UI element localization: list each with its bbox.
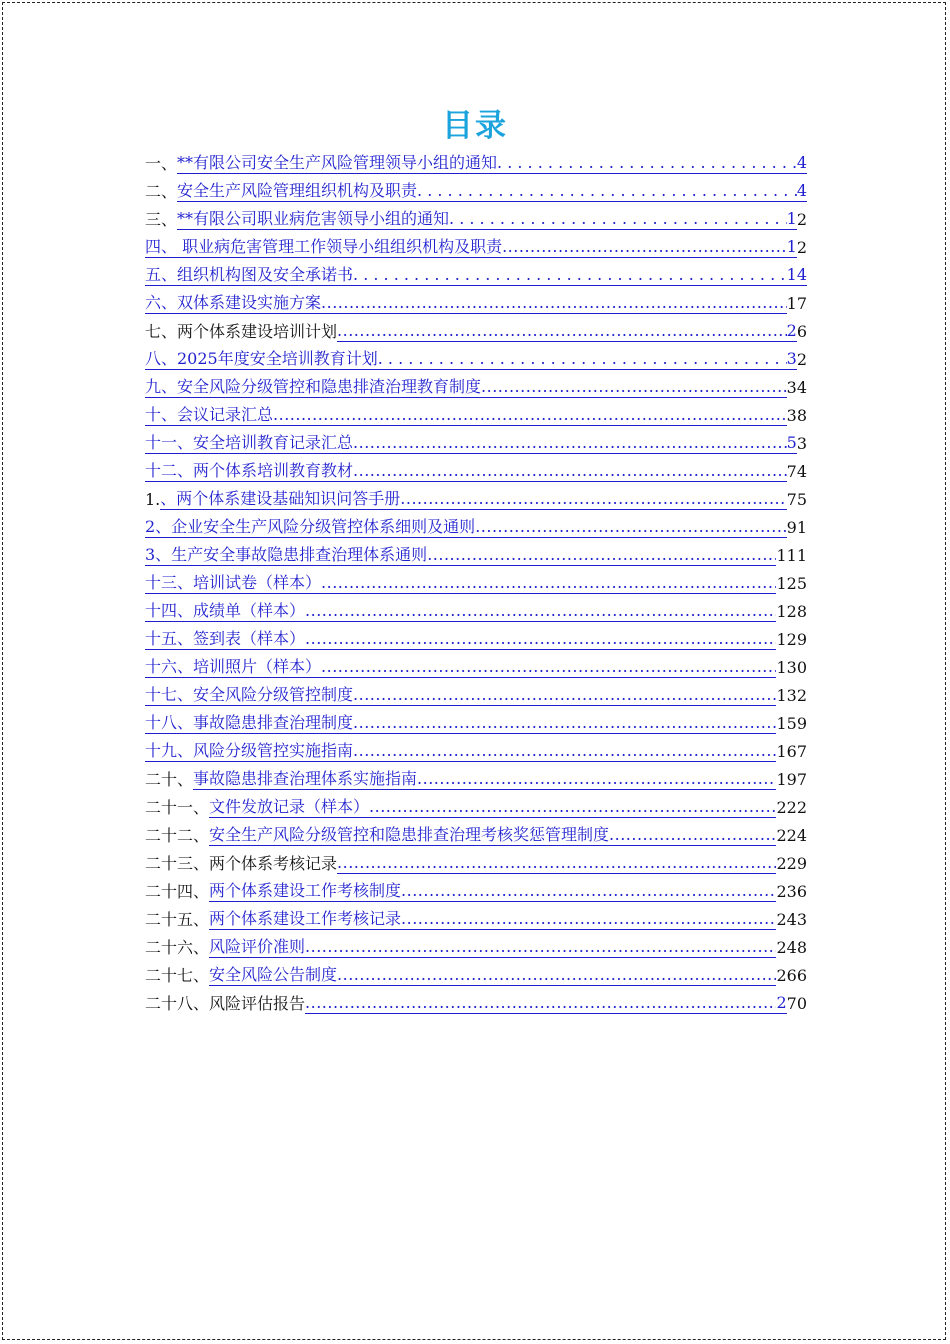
toc-entry-title: 安全生产风险管理组织机构及职责 <box>177 181 418 200</box>
toc-entry-prefix: 1. <box>145 490 161 509</box>
toc-entry-title: 十九、风险分级管控实施指南 <box>145 741 354 760</box>
toc-entry-title: 2、企业安全生产风险分级管控体系细则及通则 <box>145 517 476 536</box>
toc-entry-title: 四、 职业病危害管理工作领导小组组织机构及职责 <box>145 237 503 256</box>
toc-entry <box>145 426 807 454</box>
toc-page-number-linked: 2 <box>786 321 797 340</box>
toc-entry-link[interactable] <box>160 489 786 510</box>
toc-leader-dots <box>321 293 787 313</box>
toc-entry-link[interactable] <box>337 853 776 874</box>
toc-entry <box>145 706 807 734</box>
toc-entry-prefix: 二十四、 <box>145 882 210 901</box>
toc-entry-title: 3、生产安全事故隐患排查治理体系通则 <box>145 545 428 564</box>
toc-entry <box>145 482 807 510</box>
toc-entry <box>145 958 807 986</box>
toc-leader-dots <box>609 825 776 845</box>
toc-entry-title: 六、双体系建设实施方案 <box>145 293 322 312</box>
toc-entry-prefix: 二十三、两个体系考核记录 <box>145 854 338 873</box>
toc-entry-link[interactable] <box>145 237 797 258</box>
toc-leader-dots <box>353 265 787 285</box>
toc-entry-title: 十、会议记录汇总 <box>145 405 274 424</box>
toc-leader-dots <box>353 433 787 453</box>
toc-entry-link[interactable] <box>209 909 776 930</box>
toc-entry-link[interactable] <box>305 993 787 1014</box>
toc-page-number: 248 <box>776 938 807 957</box>
toc-entry-prefix: 二十一、 <box>145 798 210 817</box>
toc-entry-link[interactable] <box>209 881 776 902</box>
toc-entry-link[interactable] <box>177 209 797 230</box>
toc-page-number: 91 <box>786 518 807 537</box>
toc-entry-title: 十五、签到表（样本） <box>145 629 306 648</box>
toc-page-number: 3 <box>796 434 807 453</box>
toc-entry <box>145 734 807 762</box>
toc-page-number-linked: 5 <box>786 433 797 452</box>
toc-leader-dots <box>305 601 776 621</box>
toc-entry-link[interactable] <box>145 349 797 370</box>
toc-entry-link[interactable] <box>145 657 776 678</box>
toc-leader-dots <box>427 545 776 565</box>
toc-leader-dots <box>305 993 776 1013</box>
toc-entry <box>145 398 807 426</box>
toc-entry-link[interactable] <box>209 937 776 958</box>
toc-entry-prefix: 二、 <box>145 182 178 201</box>
toc-entry-title: 风险评价准则 <box>209 937 306 956</box>
toc-page-number: 2 <box>796 350 807 369</box>
toc-leader-dots <box>321 573 776 593</box>
toc-entry <box>145 594 807 622</box>
toc-leader-dots <box>305 629 776 649</box>
toc-leader-dots <box>449 209 787 229</box>
toc-leader-dots <box>475 517 786 537</box>
toc-page-number: 243 <box>776 910 807 929</box>
toc-entry-title: 八、2025年度安全培训教育计划 <box>145 349 378 368</box>
toc-entry-link[interactable] <box>145 741 776 762</box>
toc-page-number: 125 <box>776 574 807 593</box>
toc-page-number: 2 <box>796 210 807 229</box>
toc-page-number: 130 <box>776 658 807 677</box>
toc-page-number-linked: 14 <box>786 265 807 284</box>
toc-page-number: 38 <box>786 406 807 425</box>
toc-entry <box>145 902 807 930</box>
toc-leader-dots <box>353 741 776 761</box>
toc-entry-title: 、两个体系建设基础知识问答手册 <box>160 489 401 508</box>
toc-entry-prefix: 二十七、 <box>145 966 210 985</box>
toc-page-number: 2 <box>796 238 807 257</box>
toc-entry <box>145 258 807 286</box>
toc-entry-link[interactable] <box>145 293 787 314</box>
toc-page-number: 132 <box>776 686 807 705</box>
toc-entry-title: **有限公司安全生产风险管理领导小组的通知 <box>177 153 498 172</box>
toc-entry-title: 十八、事故隐患排查治理制度 <box>145 713 354 732</box>
toc-entry-prefix: 二十二、 <box>145 826 210 845</box>
toc-leader-dots <box>401 909 776 929</box>
toc-leader-dots <box>353 713 776 733</box>
toc-page-number: 74 <box>786 462 807 481</box>
toc-entry <box>145 202 807 230</box>
toc-entry <box>145 566 807 594</box>
toc-entry-link[interactable] <box>337 321 797 342</box>
toc-entry <box>145 146 807 174</box>
toc-page-number-linked: 4 <box>796 153 807 172</box>
toc-entry-link[interactable] <box>209 797 776 818</box>
toc-leader-dots <box>273 405 787 425</box>
toc-entry-title: 两个体系建设工作考核记录 <box>209 909 402 928</box>
toc-entry <box>145 790 807 818</box>
toc-page-number: 111 <box>776 546 807 565</box>
toc-entry <box>145 762 807 790</box>
toc-entry-title: 十四、成绩单（样本） <box>145 601 306 620</box>
toc-leader-dots <box>337 321 787 341</box>
toc-entry <box>145 930 807 958</box>
toc-page-number-linked: 2 <box>776 993 787 1012</box>
toc-entry-title: 九、安全风险分级管控和隐患排渣治理教育制度 <box>145 377 482 396</box>
toc-entry-link[interactable] <box>209 825 776 846</box>
toc-entry-prefix: 三、 <box>145 210 178 229</box>
toc-leader-dots <box>417 181 797 201</box>
toc-entry <box>145 874 807 902</box>
toc-entry-link[interactable] <box>145 685 776 706</box>
toc-page-number: 70 <box>786 994 807 1013</box>
toc-entry <box>145 650 807 678</box>
toc-entry <box>145 314 807 342</box>
toc-page-number: 224 <box>776 826 807 845</box>
toc-entry-link[interactable] <box>145 545 776 566</box>
toc-entry-title: 文件发放记录（样本） <box>209 797 370 816</box>
toc-page-number: 34 <box>786 378 807 397</box>
toc-entry <box>145 622 807 650</box>
toc-page-number: 236 <box>776 882 807 901</box>
toc-leader-dots <box>481 377 787 397</box>
toc-leader-dots <box>417 769 776 789</box>
toc-entry-link[interactable] <box>145 601 776 622</box>
toc-page-number: 266 <box>776 966 807 985</box>
toc-leader-dots <box>305 937 776 957</box>
toc-entry-title: 十一、安全培训教育记录汇总 <box>145 433 354 452</box>
toc-page-number: 75 <box>786 490 807 509</box>
toc-page-number-linked: 3 <box>786 349 797 368</box>
toc-entry <box>145 174 807 202</box>
toc-page-number-linked: 1 <box>786 209 797 228</box>
toc-page-number: 159 <box>776 714 807 733</box>
toc-entry-prefix: 二十八、风险评估报告 <box>145 994 306 1013</box>
toc-entry-title: 五、组织机构图及安全承诺书 <box>145 265 354 284</box>
toc-entry-title: **有限公司职业病危害领导小组的通知 <box>177 209 450 228</box>
toc-page-number-linked: 4 <box>796 181 807 200</box>
toc-entry-title: 十三、培训试卷（样本） <box>145 573 322 592</box>
toc-page-number: 6 <box>796 322 807 341</box>
toc-entry <box>145 986 807 1014</box>
toc-entry-title: 十七、安全风险分级管控制度 <box>145 685 354 704</box>
toc-entry-link[interactable] <box>145 573 776 594</box>
toc-leader-dots <box>502 237 787 257</box>
toc-page-number: 229 <box>776 854 807 873</box>
toc-entry <box>145 510 807 538</box>
toc-entry <box>145 846 807 874</box>
toc-page-number: 222 <box>776 798 807 817</box>
toc-page-number: 129 <box>776 630 807 649</box>
toc-leader-dots <box>337 853 776 873</box>
toc-entry-prefix: 二十六、 <box>145 938 210 957</box>
toc-entry-link[interactable] <box>145 713 776 734</box>
toc-entry-link[interactable] <box>145 433 797 454</box>
toc-leader-dots <box>378 349 787 369</box>
toc-page-number: 128 <box>776 602 807 621</box>
toc-page-number: 167 <box>776 742 807 761</box>
toc-entry <box>145 818 807 846</box>
toc-entry-link[interactable] <box>145 377 787 398</box>
toc-leader-dots <box>321 657 776 677</box>
toc-entry-prefix: 二十五、 <box>145 910 210 929</box>
toc-entry-link[interactable] <box>145 461 787 482</box>
toc-entry-link[interactable] <box>145 265 807 286</box>
toc-entry-prefix: 七、两个体系建设培训计划 <box>145 322 338 341</box>
toc-leader-dots <box>353 685 776 705</box>
toc-entry-link[interactable] <box>177 153 807 174</box>
toc-entry-link[interactable] <box>145 629 776 650</box>
toc-leader-dots <box>369 797 776 817</box>
toc-leader-dots <box>401 881 776 901</box>
toc-leader-dots <box>400 489 786 509</box>
toc-entry-title: 事故隐患排查治理体系实施指南 <box>193 769 418 788</box>
toc-entry-title: 十六、培训照片（样本） <box>145 657 322 676</box>
toc-title: 目录 <box>442 108 508 144</box>
toc-entry-link[interactable] <box>145 517 787 538</box>
toc-leader-dots <box>337 965 776 985</box>
toc-entry <box>145 342 807 370</box>
toc-entry <box>145 370 807 398</box>
toc-entry <box>145 230 807 258</box>
toc-entry-link[interactable] <box>209 965 776 986</box>
toc-entry-title: 两个体系建设工作考核制度 <box>209 881 402 900</box>
toc-leader-dots <box>353 461 787 481</box>
toc-entry <box>145 454 807 482</box>
toc-entry <box>145 286 807 314</box>
toc-page-number: 17 <box>786 294 807 313</box>
toc-entry-title: 安全生产风险分级管控和隐患排查治理考核奖惩管理制度 <box>209 825 610 844</box>
toc-entry-title: 安全风险公告制度 <box>209 965 338 984</box>
toc-entry-title: 十二、两个体系培训教育教材 <box>145 461 354 480</box>
table-of-contents <box>145 146 807 1014</box>
toc-leader-dots <box>497 153 797 173</box>
toc-entry-link[interactable] <box>145 405 787 426</box>
toc-entry-link[interactable] <box>177 181 807 202</box>
toc-entry-prefix: 一、 <box>145 154 178 173</box>
toc-entry-prefix: 二十、 <box>145 770 194 789</box>
toc-entry <box>145 678 807 706</box>
toc-page-number: 197 <box>776 770 807 789</box>
toc-page-number-linked: 1 <box>786 237 797 256</box>
toc-entry-link[interactable] <box>193 769 776 790</box>
toc-entry <box>145 538 807 566</box>
